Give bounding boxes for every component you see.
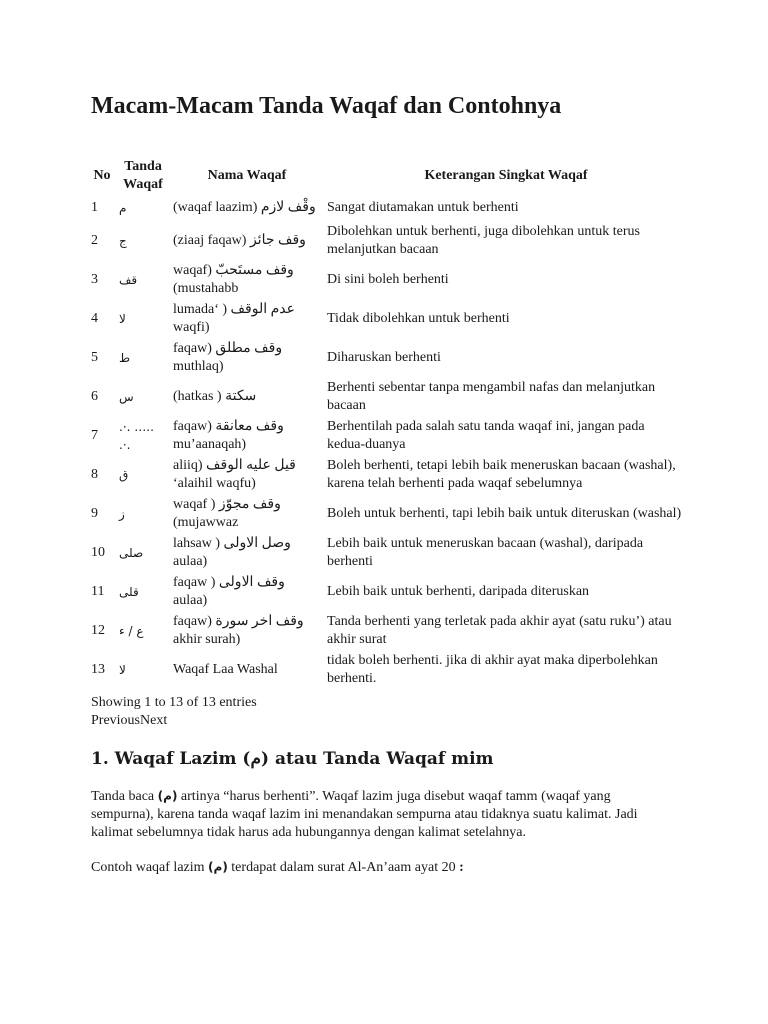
- cell-no: 13: [91, 661, 105, 677]
- cell-nama: aliiq) قيل عليه الوقف ‘alaihil waqfu): [173, 457, 296, 491]
- paragraph-1-rest: artinya “harus berhenti”. Waqaf lazim juga disebut waqaf tamm (waqaf yang sempurna), karena tanda waqaf lazim ini menandakan sempurna atau tidaknya suatu kalimat. Jadi kalimat sebelumnya tidak harus ada hubungannya dengan kalimat setelahnya.: [91, 789, 638, 840]
- header-tanda: Tanda Waqaf: [123, 159, 163, 192]
- cell-tanda: ز: [119, 506, 125, 521]
- cell-tanda: ع / ء: [119, 623, 144, 638]
- cell-keterangan: tidak boleh berhenti. jika di akhir ayat maka diperbolehkan berhenti.: [327, 652, 658, 686]
- cell-tanda: ج: [119, 233, 127, 248]
- header-no: No: [93, 168, 111, 183]
- table-row: [88, 260, 688, 299]
- table-body: [88, 195, 688, 689]
- table-row: [88, 533, 688, 572]
- table-row: [88, 494, 688, 533]
- paragraph-2-rest: terdapat dalam surat Al-An’aam ayat 20: [227, 860, 460, 875]
- cell-tanda: ط: [119, 350, 131, 365]
- table-row: [88, 221, 688, 260]
- table-row: [88, 572, 688, 611]
- table-row: [88, 416, 688, 455]
- cell-keterangan: Tanda berhenti yang terletak pada akhir ayat (satu ruku’) atau akhir surat: [327, 613, 672, 647]
- cell-nama: وقف مجوّز ( waqaf mujawwaz): [173, 496, 281, 530]
- cell-no: 5: [91, 349, 98, 365]
- cell-no: 6: [91, 388, 98, 404]
- cell-no: 8: [91, 466, 98, 482]
- page-title: Macam-Macam Tanda Waqaf dan Contohnya: [91, 93, 562, 119]
- cell-tanda: م: [119, 201, 127, 215]
- cell-no: 4: [91, 310, 98, 326]
- paragraph-2-start: Contoh waqaf lazim: [91, 860, 209, 875]
- header-nama: Nama Waqaf: [207, 168, 287, 183]
- cell-no: 10: [91, 544, 105, 560]
- showing-entries: Showing 1 to 13 of 13 entries: [91, 695, 257, 710]
- waqaf-table: [88, 157, 688, 689]
- cell-nama: faqaw ) وقف الاولى aulaa): [173, 574, 285, 608]
- cell-keterangan: Diharuskan berhenti: [327, 349, 441, 365]
- cell-keterangan: Boleh untuk berhenti, tapi lebih baik untuk diteruskan (washal): [327, 505, 682, 521]
- table-row: [88, 650, 688, 689]
- cell-no: 11: [91, 583, 105, 599]
- cell-no: 1: [91, 200, 98, 215]
- cell-no: 12: [91, 622, 105, 638]
- cell-keterangan: Tidak dibolehkan untuk berhenti: [327, 310, 510, 326]
- cell-nama: lumada‘ ) عدم الوقف waqfi): [173, 301, 295, 335]
- pagination: [91, 712, 167, 730]
- cell-tanda: .·. ….. .·.: [119, 419, 154, 452]
- section-heading: 1. Waqaf Lazim (م) atau Tanda Waqaf mim: [91, 749, 494, 769]
- table-header-row: [88, 157, 688, 195]
- cell-tanda: صلى: [119, 545, 144, 560]
- next-button[interactable]: Next: [140, 713, 168, 728]
- cell-keterangan: Boleh berhenti, tetapi lebih baik meneruskan bacaan (washal), karena telah berhenti pada waqaf sebelumnya: [327, 457, 676, 491]
- table-row: [88, 338, 688, 377]
- cell-keterangan: Sangat diutamakan untuk berhenti: [327, 200, 519, 215]
- paragraph-1-start: Tanda baca: [91, 789, 158, 804]
- cell-nama: lahsaw ) وصل الاولى aulaa): [173, 535, 291, 569]
- mim-symbol: (م): [208, 860, 228, 874]
- cell-nama: faqaw) وقف معانقة mu’aanaqah): [173, 418, 284, 452]
- table-row: [88, 299, 688, 338]
- previous-button[interactable]: Previous: [91, 713, 140, 728]
- cell-tanda: قلى: [119, 584, 139, 599]
- table-row: [88, 195, 688, 221]
- cell-nama: faqaw) وقف اخر سورة akhir surah): [173, 613, 304, 647]
- cell-keterangan: Berhenti sebentar tanpa mengambil nafas dan melanjutkan bacaan: [327, 379, 656, 413]
- cell-keterangan: Lebih baik untuk meneruskan bacaan (washal), daripada berhenti: [327, 535, 644, 569]
- header-keterangan: Keterangan Singkat Waqaf: [424, 168, 588, 183]
- cell-nama: Waqaf Laa Washal: [173, 661, 278, 677]
- cell-nama: وقف مستَحبّ (waqaf mustahabb): [173, 262, 294, 296]
- cell-nama: (ziaaj faqaw) وقف جائز: [173, 232, 306, 248]
- cell-keterangan: Dibolehkan untuk berhenti, juga dibolehkan untuk terus melanjutkan bacaan: [327, 223, 640, 257]
- paragraph-2: [91, 858, 671, 877]
- cell-tanda: س: [119, 389, 134, 404]
- table-row: [88, 611, 688, 650]
- cell-nama: faqaw) وقف مطلق muthlaq): [173, 340, 283, 374]
- cell-tanda: لا: [119, 662, 126, 677]
- cell-no: 2: [91, 232, 98, 248]
- cell-no: 3: [91, 271, 98, 287]
- paragraph-1: [91, 787, 671, 842]
- table-row: [88, 455, 688, 494]
- cell-no: 9: [91, 505, 98, 521]
- cell-keterangan: Lebih baik untuk berhenti, daripada diteruskan: [327, 583, 590, 599]
- colon: :: [459, 860, 464, 875]
- cell-keterangan: Berhentilah pada salah satu tanda waqaf ini, jangan pada kedua-duanya: [327, 418, 645, 452]
- cell-tanda: ق: [119, 467, 129, 482]
- cell-keterangan: Di sini boleh berhenti: [327, 271, 449, 287]
- cell-tanda: لا: [119, 311, 126, 326]
- cell-nama: (hatkas ) سكتة: [173, 388, 257, 404]
- cell-no: 7: [91, 427, 98, 443]
- cell-nama: وقْف لازم (waqaf laazim): [173, 200, 316, 215]
- mim-symbol: (م): [157, 789, 178, 803]
- cell-tanda: قف: [119, 272, 138, 287]
- table-row: [88, 377, 688, 416]
